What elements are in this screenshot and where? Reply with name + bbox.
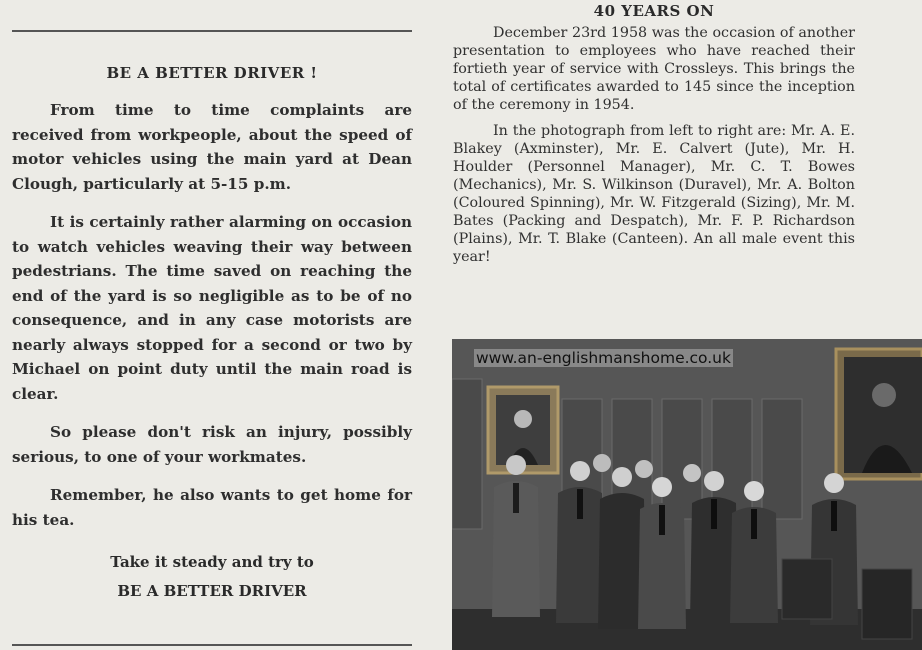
driver-paragraph-4: Remember, he also wants to get home for his tea.: [12, 486, 412, 529]
closing-line-1: Take it steady and try to: [110, 553, 314, 571]
watermark-text: www.an-englishmanshome.co.uk: [476, 349, 731, 367]
group-photo-illustration: [452, 339, 922, 650]
driver-paragraph-2: It is certainly rather alarming on occasion to watch vehicles weaving their way between pedestrians. The time saved on reaching the end of the yard is so negligible as to be of no consequence, and in any case motorists are nearly always stopped for a second or two by Michael on point duty until the main road is clear.: [12, 213, 412, 403]
anniversary-article: [453, 0, 855, 274]
anniversary-paragraph-1: December 23rd 1958 was the occasion of another presentation to employees who have reached their fortieth year of service with Crossleys. This brings the total of certificates awarded to 145 since the inception of the ceremony in 1954.: [453, 25, 855, 113]
top-divider: [12, 30, 412, 32]
bottom-divider: [12, 644, 412, 646]
anniversary-paragraph-2: In the photograph from left to right are: Mr. A. E. Blakey (Axminster), Mr. E. Calvert (Jute), Mr. H. Houlder (Personnel Manager), Mr. C. T. Bowes (Mechanics), Mr. S. Wilkinson (Duravel), Mr. A. Bolton (Coloured Spinning), Mr. W. Fitzgerald (Sizing), Mr. M. Bates (Packing and Despatch), Mr. F. P. Richardson (Plains), Mr. T. Blake (Canteen). An all male event this year!: [453, 123, 855, 265]
anniversary-article-title: 40 YEARS ON: [593, 2, 715, 20]
driver-paragraph-1: From time to time complaints are received from workpeople, about the speed of motor vehicles using the main yard at Dean Clough, particularly at 5-15 p.m.: [12, 101, 412, 193]
driver-paragraph-3: So please don't risk an injury, possibly serious, to one of your workmates.: [12, 423, 412, 466]
group-photograph: [452, 339, 922, 650]
driver-article-title: BE A BETTER DRIVER !: [106, 64, 318, 82]
driver-article: [12, 64, 412, 606]
driver-closing: [12, 548, 412, 606]
closing-line-2: BE A BETTER DRIVER: [117, 582, 307, 600]
